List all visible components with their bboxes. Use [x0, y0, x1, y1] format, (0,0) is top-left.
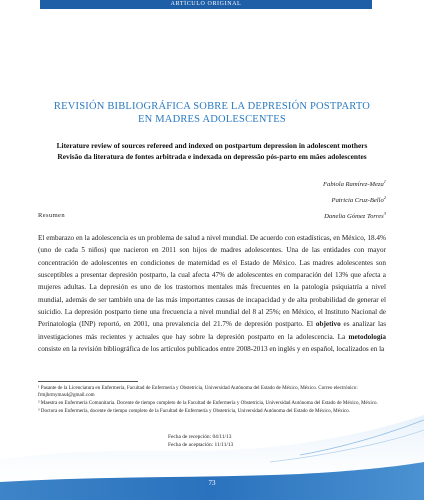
author-2: Patricia Cruz-Bello$^2$: [331, 195, 386, 205]
submission-dates: [168, 433, 308, 449]
portuguese-title: Revisão da literatura de fontes arbitrada e indexada on depressão pós-parto em mães adolescentes: [57, 152, 367, 161]
author-3: Danelia Gómez Torres$^3$: [324, 211, 386, 221]
footnote-3: ³ Doctora en Enfermería, docente de tiempo completo de la Facultad de Enfermería y Obstetricia, Universidad Autónoma del Estado de México, México.: [38, 407, 350, 414]
footnote-1: ¹ Pasante de la Licenciatura en Enfermería, Facultad de Enfermería y Obstetricia, Universidad Autónoma del Estado de México, México. Correo electrónico: frmjhrmymas4@gmail.com: [38, 385, 358, 399]
page-number: 73: [208, 479, 216, 487]
abstract-heading: Resumen: [38, 212, 65, 219]
footnote-2: ² Maestra en Enfermería Comunitaria. Docente de tiempo completo de la Facultad de Enfermería y Obstetricia, Universidad Autónoma del Estado de México, México.: [38, 400, 378, 406]
received-date: Fecha de recepción: 04/11/13: [168, 434, 232, 440]
article-title: [20, 100, 404, 126]
article-title-line1: REVISIÓN BIBLIOGRÁFICA SOBRE LA DEPRESIÓN POSTPARTO: [53, 101, 371, 112]
author-1: Fabiola Ramírez-Meza$^1$: [323, 179, 386, 189]
section-label: ARTÍCULO ORIGINAL: [170, 1, 242, 7]
translated-titles: [20, 140, 404, 162]
abstract-body: El embarazo en la adolescencia es un problema de salud a nivel mundial. De acuerdo con estadísticas, en México, 18.4% (uno de cada 5 niños) que nacieron en 2011 son hijos de madres adolescentes. Una de las entidades con mayor concentración de adolescentes en condiciones de maternidad es el Estado de México. Las madres adolescentes son susceptibles a presentar depresión postparto, la cual afecta 47% de adolescentes en comparación del 13% que afecta a mujeres adultas. La depresión es uno de los trastornos mentales más frecuentes en la patología psiquiatría a nivel mundial, además de ser también una de las más importantes causas de incapacidad y de alta probabilidad de generar el suicidio. La depresión postparto tiene una frecuencia a nivel mundial del 8 al 25%; en México, el Instituto Nacional de Perinatología (INP) reportó, en 2001, una prevalencia del 21.7% de depresión postparto. El objetivo es analizar las investigaciones más recientes y actuales que hay sobre la depresión postparto en la adolescencia. La metodología consiste en la revisión bibliográfica de los artículos publicados entre 2008-2013 en inglés y en español, localizados en la: [38, 234, 386, 354]
accepted-date: Fecha de aceptación: 11/11/13: [168, 442, 234, 448]
keyword-objetivo: objetivo: [315, 320, 341, 329]
section-banner: [40, 0, 372, 9]
keyword-metodologia: metodología: [348, 332, 386, 341]
english-title: Literature review of sources refereed and indexed on postpartum depression in adolescent mothers: [56, 141, 368, 150]
footnote-divider: [38, 381, 138, 382]
author-list: [186, 175, 386, 224]
article-title-line2: EN MADRES ADOLESCENTES: [138, 114, 286, 125]
